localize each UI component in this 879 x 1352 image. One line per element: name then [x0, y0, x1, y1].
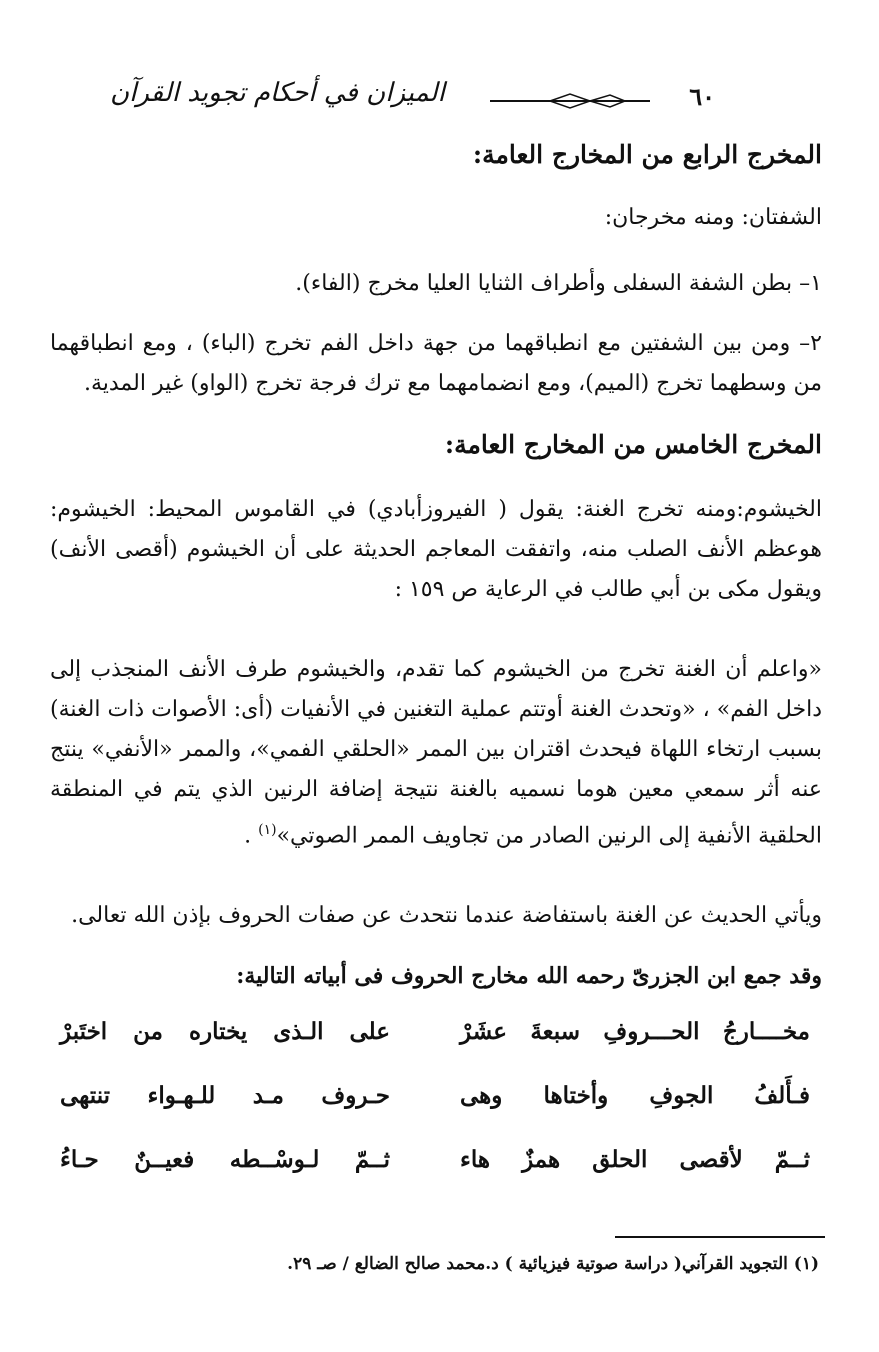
lips-item-1: ١– بطن الشفة السفلى وأطراف الثنايا العليا مخرج (الفاء).: [295, 271, 822, 296]
poem-second-hemistich: حـروف مـد للـهـواء تنتهى: [60, 1082, 390, 1109]
header-arrow-ornament: [490, 92, 665, 110]
poem-verse: [60, 1146, 810, 1186]
fourth-exit-heading: المخرج الرابع من المخارج العامة:: [472, 140, 822, 169]
footnote-text: (١) التجويد القرآني( دراسة صوتية فيزيائية ) د.محمد صالح الضالع / صـ ٢٩.: [287, 1254, 819, 1274]
poem-intro: وقد جمع ابن الجزرىّ رحمه الله مخارج الحروف فى أبياته التالية:: [236, 963, 822, 989]
fifth-exit-heading: المخرج الخامس من المخارج العامة:: [444, 430, 822, 459]
poem-first-hemistich: ثــمّ لأقصى الحلق همزٌ هاء: [460, 1146, 810, 1173]
poem-verse: [60, 1018, 810, 1058]
footnote-divider: [615, 1236, 825, 1238]
poem-verse: [60, 1082, 810, 1122]
quote-text: «واعلم أن الغنة تخرج من الخيشوم كما تقدم، والخيشوم طرف الأنف المنجذب إلى داخل الفم» ، «وتحدث الغنة أوتتم عملية التغنين في الأنفيات (أى: الأصوات ذات الغنة) بسبب ارتخاء اللهاة فيحدث اقتران بين الممر «الحلقي الفمي»، والممر «الأنفي» ينتج عنه أثر سمعي معين هوما نسميه بالغنة نتيجة إضافة الرنين الذي يتم في المنطقة الحلقية الأنفية إلى الرنين الصادر من تجاويف الممر الصوتي»: [50, 657, 822, 849]
poem-second-hemistich: ثــمّ لـوسْــطه فعيــنٌ حـاءُ: [60, 1146, 390, 1173]
poem-second-hemistich: على الـذى يختاره من اختَبرْ: [60, 1018, 390, 1045]
lips-item-2: ٢– ومن بين الشفتين مع انطباقهما من جهة داخل الفم تخرج (الباء) ، ومع انطباقهما من وسطهما تخرج (الميم)، ومع انضمامهما مع ترك فرجة تخرج (الواو) غير المدية.: [50, 331, 822, 396]
footnote-reference: (١): [258, 822, 277, 838]
book-title: الميزان في أحكام تجويد القرآن: [110, 78, 445, 108]
quote-paragraph: [50, 650, 822, 856]
quote-end: .: [244, 823, 259, 849]
lips-intro: الشفتان: ومنه مخرجان:: [604, 205, 822, 230]
page-header: [110, 78, 715, 118]
khayshum-paragraph: الخيشوم:ومنه تخرج الغنة: يقول ( الفيروزأبادي) في القاموس المحيط: الخيشوم: هوعظم الأنف الصلب منه، واتفقت المعاجم الحديثة على أن الخيشوم (أقصى الأنف) ويقول مكى بن أبي طالب في الرعاية ص ١٥٩ :: [50, 497, 822, 602]
poem-first-hemistich: مخــــارجُ الحـــروفِ سبعةَ عشَرْ: [460, 1018, 810, 1045]
ghunna-note: ويأتي الحديث عن الغنة باستفاضة عندما نتحدث عن صفات الحروف بإذن الله تعالى.: [71, 903, 822, 928]
page-number: ٦٠: [689, 82, 715, 111]
poem-first-hemistich: فـأَلفُ الجوفِ وأختاها وهى: [460, 1082, 810, 1109]
